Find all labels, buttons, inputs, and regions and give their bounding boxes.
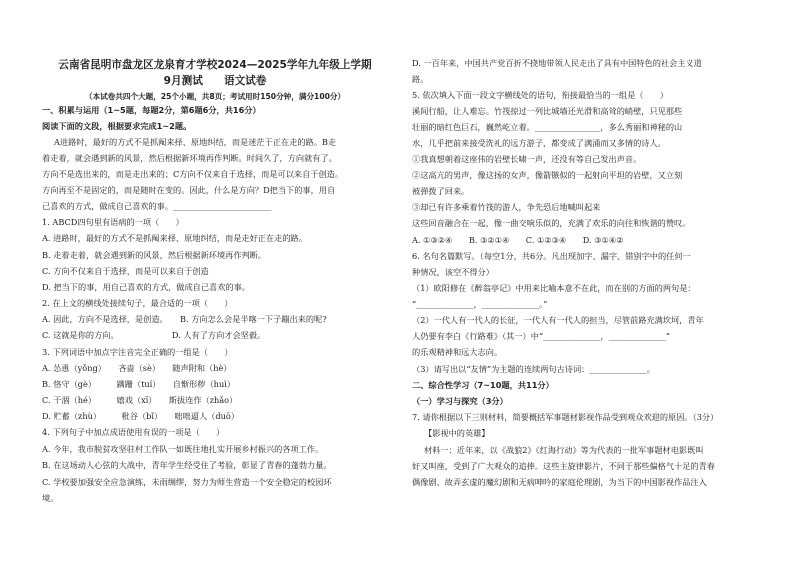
option-line: D. 把当下的事，用自己喜欢的方式，做成自己喜欢的事。 — [42, 282, 250, 292]
question-3: 3. 下列词语中加点字注音完全正确的一组是（ ） — [42, 347, 233, 357]
exam-title-line2: 9月测试 语文试卷 — [163, 75, 267, 87]
passage-line: 着走着，就会遇到新的风景，然后根据新环境再作判断。时间久了，方向就有了。 — [42, 153, 337, 163]
option-line: 境。 — [42, 493, 59, 503]
subsection-heading: （一）学习与探究（3分） — [412, 396, 508, 406]
exam-title-line1: 云南省昆明市盘龙区龙泉育才学校2024—2025学年九年级上学期 — [58, 59, 372, 71]
subquestion: （3）请写出以“友情”为主题的连续两句古诗词：______________。 — [412, 364, 655, 374]
subquestion: （2）一代人有一代人的长征，一代人有一代人的担当，尽管前路充满坎坷，青年 — [412, 315, 704, 325]
passage-line: 溪间行船，让人难忘。竹筏掠过一列比城墙还光滑和高耸的峭壁，只见那些 — [412, 106, 683, 116]
option-line: B. 在这场动人心弦的大战中，青年学生经受住了考验，彰显了青春的蓬勃力量。 — [42, 460, 332, 470]
material-heading: 【影视中的英雄】 — [424, 428, 490, 438]
passage-line: 壮丽的暗红色巨石，巍然屹立着。________________，多么秀丽和神秘的山 — [412, 122, 683, 132]
sentence-option: ②这高亢的男声，像这扬的女声，像箭镞似的一起射向平坦的岩壁，又立刻 — [412, 170, 683, 180]
material-line: 材料一：近年来，以《战狼2》《红海行动》等为代表的一批军事题材电影既叫 — [424, 445, 704, 455]
option-line: C. 这就是你的方向。 D. 人有了方向才会坚毅。 — [42, 330, 266, 340]
option-line: A. 进路时，最好的方式不是抓阄来择、原地纠结，而是走好正在走的路。 — [42, 233, 307, 243]
material-line: 偶像剧、故弄玄虚的魔幻剧和无病呻吟的家庭伦理剧，为当下的中国影视作品注入 — [412, 477, 707, 487]
option-line: D. 贮蓄（zhù） 秕谷（bǐ） 咄咄逼人（duō） — [42, 411, 240, 421]
option-line: D. 一百年来，中国共产党百折不挠地带领人民走出了具有中国特色的社会主义道 — [412, 58, 702, 68]
option-line: A. 怂恿（yǒng） 吝啬（sè） 随声附和（hè） — [42, 363, 232, 373]
option-line: C. 学校要加强安全应急演练，未雨绸缪，努力为师生营造一个安全稳定的校园环 — [42, 477, 332, 487]
passage-line: 方向再至不是固定的，而是随时在变的。因此，什么是方向？D把当下的事，用自 — [42, 185, 336, 195]
subquestion: 的乐观精神和远大志向。 — [412, 347, 503, 357]
passage-line: A进路时，最好的方式不是抓阄来择、原地纠结，而是迷茫于正在走的路。B走 — [54, 137, 337, 147]
option-line: B. 恪守（gè） 蹒跚（tuí） 自惭形秽（huì） — [42, 379, 236, 389]
question-2: 2. 在上文的横线处接续句子，最合适的一项（ ） — [42, 298, 233, 308]
option-line: A. 因此，方向不是选择，是创造。 B. 方向怎么会是半喀一下子蹦出来的呢? — [42, 314, 327, 324]
option-line: B. 走着走着，就会遇到新的风景，然后根据新环境再作判断。 — [42, 250, 267, 260]
passage-line: 水，几乎把前来接受洗礼的远方游子，都变成了满涌而又多情的诗人。 — [412, 138, 666, 148]
section-heading-2: 二、综合性学习（7~10题，共11分） — [412, 380, 554, 390]
option-line: A. 今年，我市脱贫攻坚驻村工作队一如既往地扎实开展乡村振兴的各项工作。 — [42, 444, 324, 454]
answer-blank-line: “______________，______________。” — [412, 299, 548, 309]
subquestion: （1）欧阳修在《醉翁亭记》中用来比喻本意不在此，而在别的方面的两句是： — [412, 283, 696, 293]
passage-line: 这些回音融合在一起，像一曲交响乐似的，充满了欢乐的向往和恢谐的赞叹。 — [412, 218, 691, 228]
sentence-option: 被弹拨了回来。 — [412, 186, 470, 196]
option-line: C. 干涸（hé） 嬉戏（xī） 斯拔连作（zhǎo） — [42, 395, 238, 405]
question-6-note: 种情况，该空不得分） — [412, 267, 494, 277]
question-1: 1. ABCD四句里有语病的一项（ ） — [42, 217, 184, 227]
question-7: 7. 请你根据以下三则材料，简要概括军事题材影视作品受到观众欢迎的原因。（3分） — [412, 412, 719, 422]
answer-blank-line: 人仍要有李白《行路难》（其一）中“______________，______________” — [412, 331, 671, 341]
question-6: 6. 名句名篇默写。（每空1分，共6分。凡出现加字、漏字、错别字中的任何一 — [412, 251, 691, 261]
passage-line: 方向不是选出来的，而是走出来的；C方向不仅来自于选择，而是可以来自于创造。 — [42, 169, 344, 179]
sentence-option: ①我真想朝着这座伟的岩壁长啸一声，还没有等自己发出声音。 — [412, 154, 642, 164]
option-line: 路。 — [412, 74, 429, 84]
passage-line: 己喜欢的方式，做成自己喜欢的事。________________________ — [42, 201, 272, 211]
question-5: 5. 依次填入下面一段文字横线处的语句，衔接最恰当的一组是（ ） — [412, 90, 669, 100]
option-line: A. ①③②④ B. ③②①④ C. ①②③④ D. ③①④② — [412, 235, 624, 245]
exam-notice: （本试卷共四个大题，25个小题，共8页；考试用时150分钟，满分100分） — [84, 92, 346, 101]
section-heading-1: 一、积累与运用（1~5题，每题2分，第6题6分，共16分） — [42, 105, 261, 115]
material-line: 好又叫座，受到了广大观众的追捧。这些主旋律影片，不同于那些偏格气十足的青春 — [412, 461, 715, 471]
question-4: 4. 下列句子中加点成语使用有误的一项是（ ） — [42, 427, 225, 437]
sentence-option: ③却已有许多乘着竹筏的游人，争先恐后地喊叫起来 — [412, 202, 601, 212]
option-line: C. 方向不仅来自于选择，而是可以来自于创造 — [42, 266, 209, 276]
reading-instruction: 阅读下面的文段，根据要求完成1~2题。 — [42, 121, 192, 131]
